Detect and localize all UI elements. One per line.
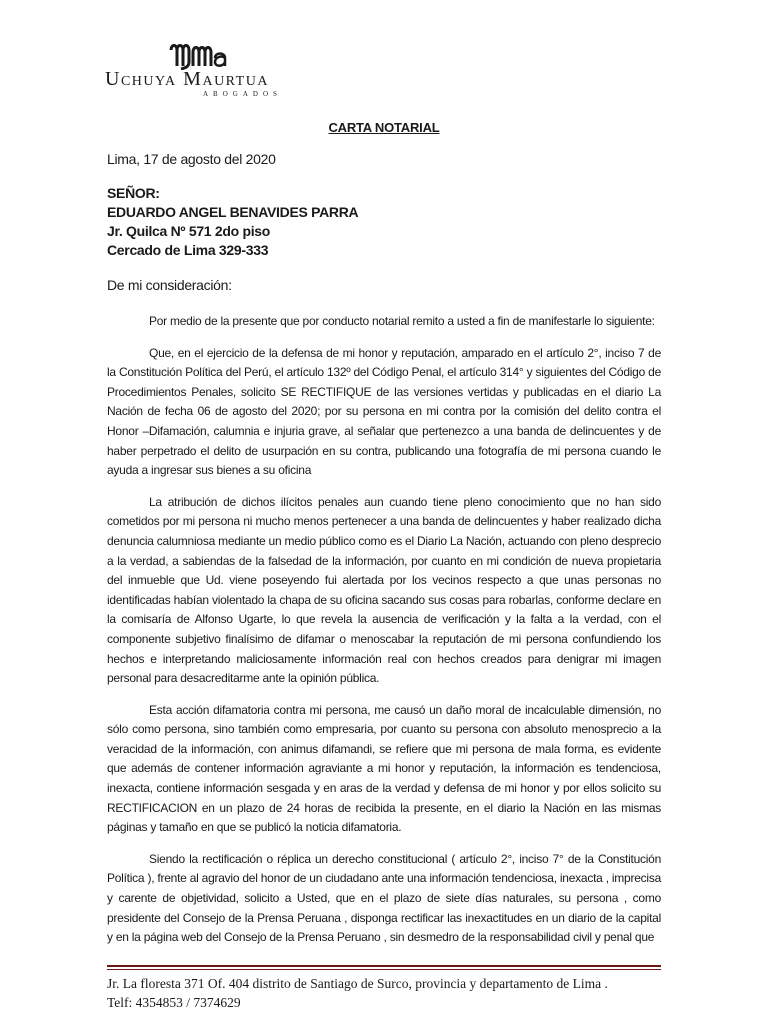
addressee-salutation: SEÑOR: [107, 185, 160, 201]
body-paragraph: Esta acción difamatoria contra mi persona, me causó un daño moral de incalculable dimensión, no sólo como persona, sino también como empresaria, por cuanto su persona con absoluto menosprecio a la veracidad de la información, con animus difamandi, se refiere que mi persona de mala forma, es evidente que además de contener información agraviante a mi honor y reputación, la información es tendenciosa, inexacta, contiene información sesgada y en aras de la verdad y defensa de mi honor y por ellos solicito su RECTIFICACION en un plazo de 24 horas de recibida la presente, en el diario la Nación en las mismas páginas y tamaño en que se publicó la noticia difamatoria. [107, 702, 661, 835]
letter-body [107, 312, 661, 960]
addressee-name: EDUARDO ANGEL BENAVIDES PARRA [107, 204, 359, 220]
footer-address: Jr. La floresta 371 Of. 404 distrito de Santiago de Surco, provincia y departamento de Lima . [107, 976, 608, 991]
greeting: De mi consideración: [107, 277, 232, 293]
footer-rule-thin [107, 969, 661, 970]
body-paragraph: Que, en el ejercicio de la defensa de mi honor y reputación, amparado en el artículo 2°, inciso 7 de la Constitución Política del Perú, el artículo 132º del Código Penal, el artículo 314° y siguientes del Código de Procedimientos Penales, solicito SE RECTIFIQUE de las versiones vertidas y publicadas en el diario La Nación de fecha 06 de agosto del 2020; por su persona en mi contra por la comisión del delito contra el Honor –Difamación, calumnia e injuria grave, al señalar que pertenezco a una banda de delincuentes y de haber perpetrado el delito de usurpación en su contra, publicando una fotografía de mi persona cuando le ayuda a ingresar sus bienes a su oficina [107, 345, 661, 478]
addressee-district: Cercado de Lima 329-333 [107, 242, 269, 258]
firm-logo [105, 40, 315, 102]
monogram-icon [167, 40, 247, 70]
body-paragraph: Por medio de la presente que por conducto notarial remito a usted a fin de manifestarle lo siguiente: [149, 314, 655, 328]
footer-rule [107, 965, 661, 970]
footer [107, 974, 608, 1012]
footer-phone: Telf: 4354853 / 7374629 [107, 995, 241, 1010]
footer-rule-thick [107, 965, 661, 967]
addressee-block [107, 184, 358, 260]
firm-name: Uchuya Maurtua [105, 68, 269, 90]
letter-date: Lima, 17 de agosto del 2020 [107, 151, 276, 167]
letter-title: CARTA NOTARIAL [328, 120, 440, 135]
body-paragraph: Siendo la rectificación o réplica un derecho constitucional ( artículo 2°, inciso 7° de la Constitución Política ), frente al agravio del honor de un ciudadano ante una información tendenciosa, inexacta , imprecisa y carente de objetividad, solicito a Usted, que en el plazo de siete días naturales, su persona , como presidente del Consejo de la Prensa Peruana , disponga rectificar las inexactitudes en un diario de la capital y en la página web del Consejo de la Prensa Peruano , sin desmedro de la responsabilidad civil y penal que [107, 851, 661, 945]
body-paragraph: La atribución de dichos ilícitos penales aun cuando tiene pleno conocimiento que no han sido cometidos por mi persona ni mucho menos pertenecer a una banda de delincuentes y haber realizado dicha denuncia calumniosa mediante un medio público como es el Diario La Nación, actuando con pleno desprecio a la verdad, a sabiendas de la falsedad de la información, por cuanto en mi condición de nueva propietaria del inmueble que Ud. viene poseyendo fui alertada por los vecinos respecto a que unas personas no identificadas habían violentado la chapa de su oficina sacando sus cosas para robarlas, conforme declare en la comisaría de Alfonso Ugarte, lo que revela la ausencia de verificación y la falta a la verdad, con el componente subjetivo finalísimo de difamar o menoscabar la reputación de mi persona confundiendo los hechos e interpretando maliciosamente información real con hechos creados para denigrar mi imagen personal para desacreditarme ante la opinión pública. [107, 494, 661, 686]
addressee-street: Jr. Quilca Nº 571 2do piso [107, 223, 271, 239]
firm-subtitle: ABOGADOS [203, 90, 282, 98]
